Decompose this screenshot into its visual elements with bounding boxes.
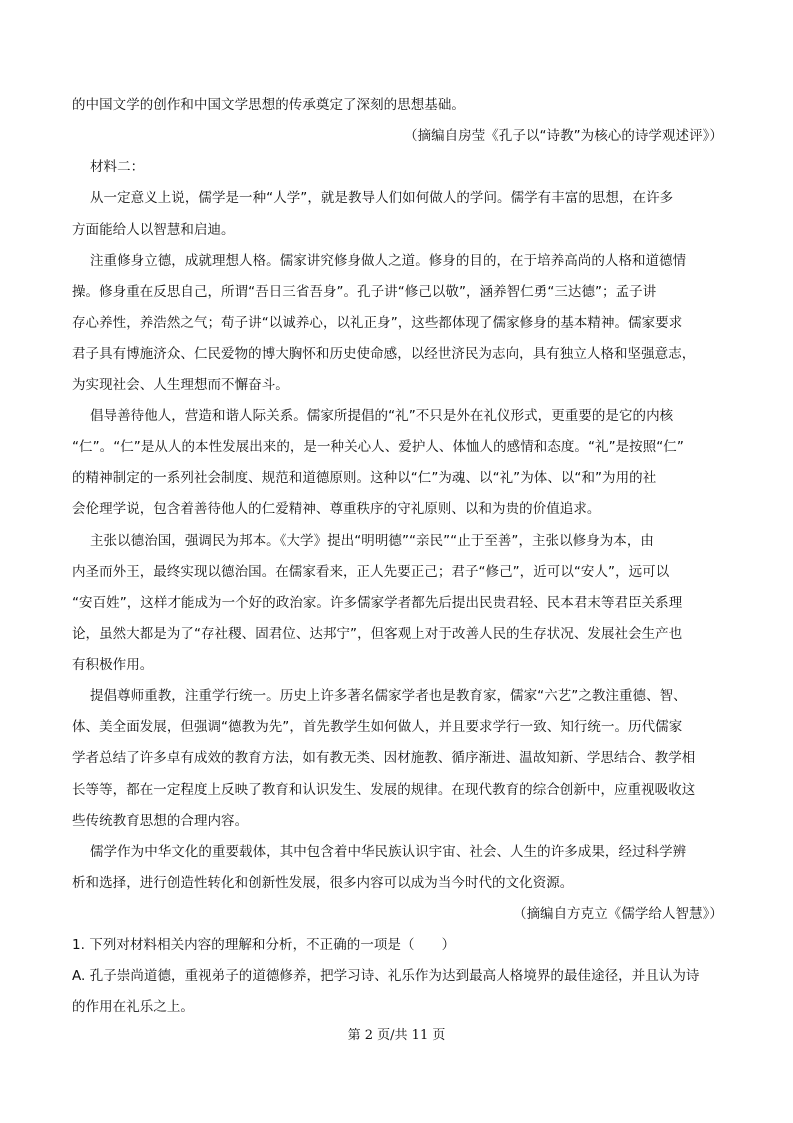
- paragraph-line: 提倡尊师重教，注重学行统一。历史上许多著名儒家学者也是教育家，儒家“六艺”之教注重德、智、: [90, 688, 687, 704]
- material-2-label: 材料二：: [90, 159, 145, 175]
- option-a-line: 的作用在礼乐之上。: [72, 999, 194, 1015]
- paragraph-line: 有积极作用。: [72, 657, 154, 673]
- paragraph-line: 析和选择，进行创造性转化和创新性发展，很多内容可以成为当今时代的文化资源。: [72, 875, 574, 891]
- paragraph-line: 君子具有博施济众、仁民爱物的博大胸怀和历史使命感，以经世济民为志向，具有独立人格和坚强意志，: [72, 346, 696, 362]
- page-number: 第 2 页/共 11 页: [347, 1028, 446, 1043]
- paragraph-line: 会伦理学说，包含着善待他人的仁爱精神、尊重秩序的守礼原则、以和为贵的价值追求。: [72, 501, 601, 517]
- paragraph-line: 学者总结了许多卓有成效的教育方法，如有教无类、因材施教、循序渐进、温故知新、学思结合、教学相: [72, 750, 696, 766]
- paragraph-line: 长等等，都在一定程度上反映了教育和认识发生、发展的规律。在现代教育的综合创新中，应重视吸收这: [72, 782, 696, 798]
- paragraph-line: 注重修身立德，成就理想人格。儒家讲究修身做人之道。修身的目的，在于培养高尚的人格和道德情: [90, 253, 687, 269]
- paragraph-line: 的精神制定的一系列社会制度、规范和道德原则。这种以“仁”为魂、以“礼”为体、以“和”为用的社: [72, 470, 657, 486]
- paragraph-line: “安百姓”，这样才能成为一个好的政治家。许多儒家学者都先后提出民贵君轻、民本君末等君臣关系理: [72, 595, 683, 611]
- source-citation-2: （摘编自方克立《儒学给人智慧》）: [512, 906, 723, 922]
- option-a-line: A. 孔子崇尚道德，重视弟子的道德修养，把学习诗、礼乐作为达到最高人格境界的最佳途径，并且认为诗: [72, 968, 700, 984]
- question-1-stem: 1. 下列对材料相关内容的理解和分析，不正确的一项是（ ）: [72, 937, 456, 953]
- paragraph-line: 的中国文学的创作和中国文学思想的传承奠定了深刻的思想基础。: [72, 97, 465, 113]
- paragraph-line: 存心养性，养浩然之气；荀子讲“以诚养心，以礼正身”，这些都体现了儒家修身的基本精神。儒家要求: [72, 315, 683, 331]
- paragraph-line: 内圣而外王，最终实现以德治国。在儒家看来，正人先要正己；君子“修己”，近可以“安人”，远可以: [72, 564, 670, 580]
- paragraph-line: 主张以德治国，强调民为邦本。《大学》提出“明明德”“亲民”“止于至善”，主张以修身为本，由: [90, 533, 654, 549]
- paragraph-line: 倡导善待他人，营造和谐人际关系。儒家所提倡的“礼”不只是外在礼仪形式，更重要的是它的内核: [90, 408, 674, 424]
- paragraph-line: 儒学作为中华文化的重要载体，其中包含着中华民族认识宇宙、社会、人生的许多成果，经过科学辨: [90, 844, 687, 860]
- source-citation-1: （摘编自房莹《孔子以“诗教”为核心的诗学观述评》）: [404, 128, 723, 144]
- paragraph-line: 操。修身重在反思自己，所谓“吾日三省吾身”。孔子讲“修己以敬”，涵养智仁勇“三达德”；孟子讲: [72, 284, 657, 300]
- paragraph-line: 方面能给人以智慧和启迪。: [72, 222, 235, 238]
- paragraph-line: 些传统教育思想的合理内容。: [72, 813, 249, 829]
- paragraph-line: 体、美全面发展，但强调“德教为先”，首先教学生如何做人，并且要求学行一致、知行统一。历代儒家: [72, 719, 683, 735]
- paragraph-line: 论，虽然大都是为了“存社稷、固君位、达邦宁”，但客观上对于改善人民的生存状况、发展社会生产也: [72, 626, 683, 642]
- paragraph-line: 为实现社会、人生理想而不懈奋斗。: [72, 377, 289, 393]
- paragraph-line: “仁”。“仁”是从人的本性发展出来的，是一种关心人、爱护人、体恤人的感情和态度。“礼”是按照“仁”: [72, 439, 684, 455]
- paragraph-line: 从一定意义上说，儒学是一种“人学”，就是教导人们如何做人的学问。儒学有丰富的思想，在许多: [90, 190, 674, 206]
